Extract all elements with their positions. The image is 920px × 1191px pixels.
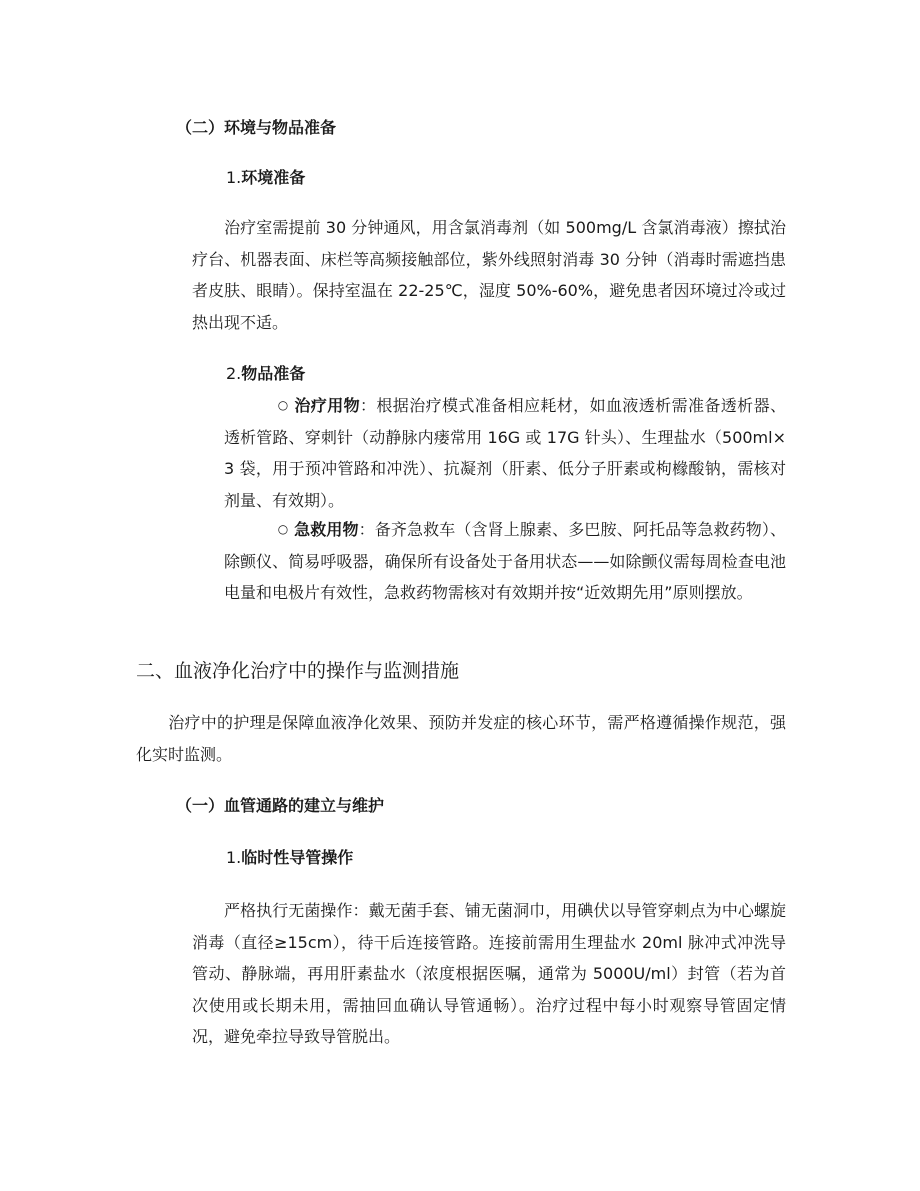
chapter-intro-text: 治疗中的护理是保障血液净化效果、预防并发症的核心环节，需严格遵循操作规范，强化实时监测。 (136, 713, 786, 764)
bullet-term: 急救用物 (294, 520, 359, 539)
temporary-catheter-text: 严格执行无菌操作：戴无菌手套、铺无菌洞巾，用碘伏以导管穿刺点为中心螺旋消毒（直径≥15cm），待干后连接管路。连接前需用生理盐水 20ml 脉冲式冲洗导管动、静脉端，再用肝素盐水（浓度根据医嘱，通常为 5000U/ml）封管（若为首次使用或长期未用，需抽回血确认导管通畅）。治疗过程中每小时观察导管固定情况，避免牵拉导致导管脱出。 (192, 901, 786, 1046)
section-heading-vascular-access: （一）血管通路的建立与维护 (176, 796, 385, 815)
hollow-circle-bullet-icon: ○ (277, 522, 289, 536)
subheading-supplies-prep (226, 362, 305, 386)
environment-prep-paragraph (192, 212, 786, 338)
bullet-term: 治疗用物 (294, 396, 360, 415)
list-item-emergency-supplies (224, 514, 786, 609)
chapter-heading-operation-monitoring: 二、血液净化治疗中的操作与监测措施 (136, 660, 460, 682)
hollow-circle-bullet-icon: ○ (277, 398, 289, 412)
section-heading-environment-supplies: （二）环境与物品准备 (176, 118, 337, 137)
subheading-temporary-catheter (226, 846, 353, 870)
list-item-treatment-supplies (224, 390, 786, 516)
list-number: 1. (226, 848, 242, 867)
environment-prep-text: 治疗室需提前 30 分钟通风，用含氯消毒剂（如 500mg/L 含氯消毒液）擦拭治疗台、机器表面、床栏等高频接触部位，紫外线照射消毒 30 分钟（消毒时需遮挡患者皮肤、眼睛）。保持室温在 22-25℃，湿度 50%-60%，避免患者因环境过冷或过热出现不适。 (192, 218, 786, 332)
subheading-title: 环境准备 (241, 168, 306, 187)
temporary-catheter-paragraph (192, 895, 786, 1053)
list-number: 2. (226, 364, 242, 383)
bullet-text: ：备齐急救车（含肾上腺素、多巴胺、阿托品等急救药物）、除颤仪、简易呼吸器，确保所有设备处于备用状态——如除颤仪需每周检查电池电量和电极片有效性，急救药物需核对有效期并按“近效期先用”原则摆放。 (224, 520, 786, 602)
subheading-title: 物品准备 (241, 364, 306, 383)
subheading-title: 临时性导管操作 (241, 848, 354, 867)
subheading-environment-prep (226, 166, 305, 190)
list-number: 1. (226, 168, 242, 187)
bullet-text: ：根据治疗模式准备相应耗材，如血液透析需准备透析器、透析管路、穿刺针（动静脉内瘘常用 16G 或 17G 针头）、生理盐水（500ml×3 袋，用于预冲管路和冲洗）、抗凝剂（肝素、低分子肝素或枸橼酸钠，需核对剂量、有效期）。 (224, 396, 786, 510)
chapter-intro-paragraph (136, 707, 786, 770)
